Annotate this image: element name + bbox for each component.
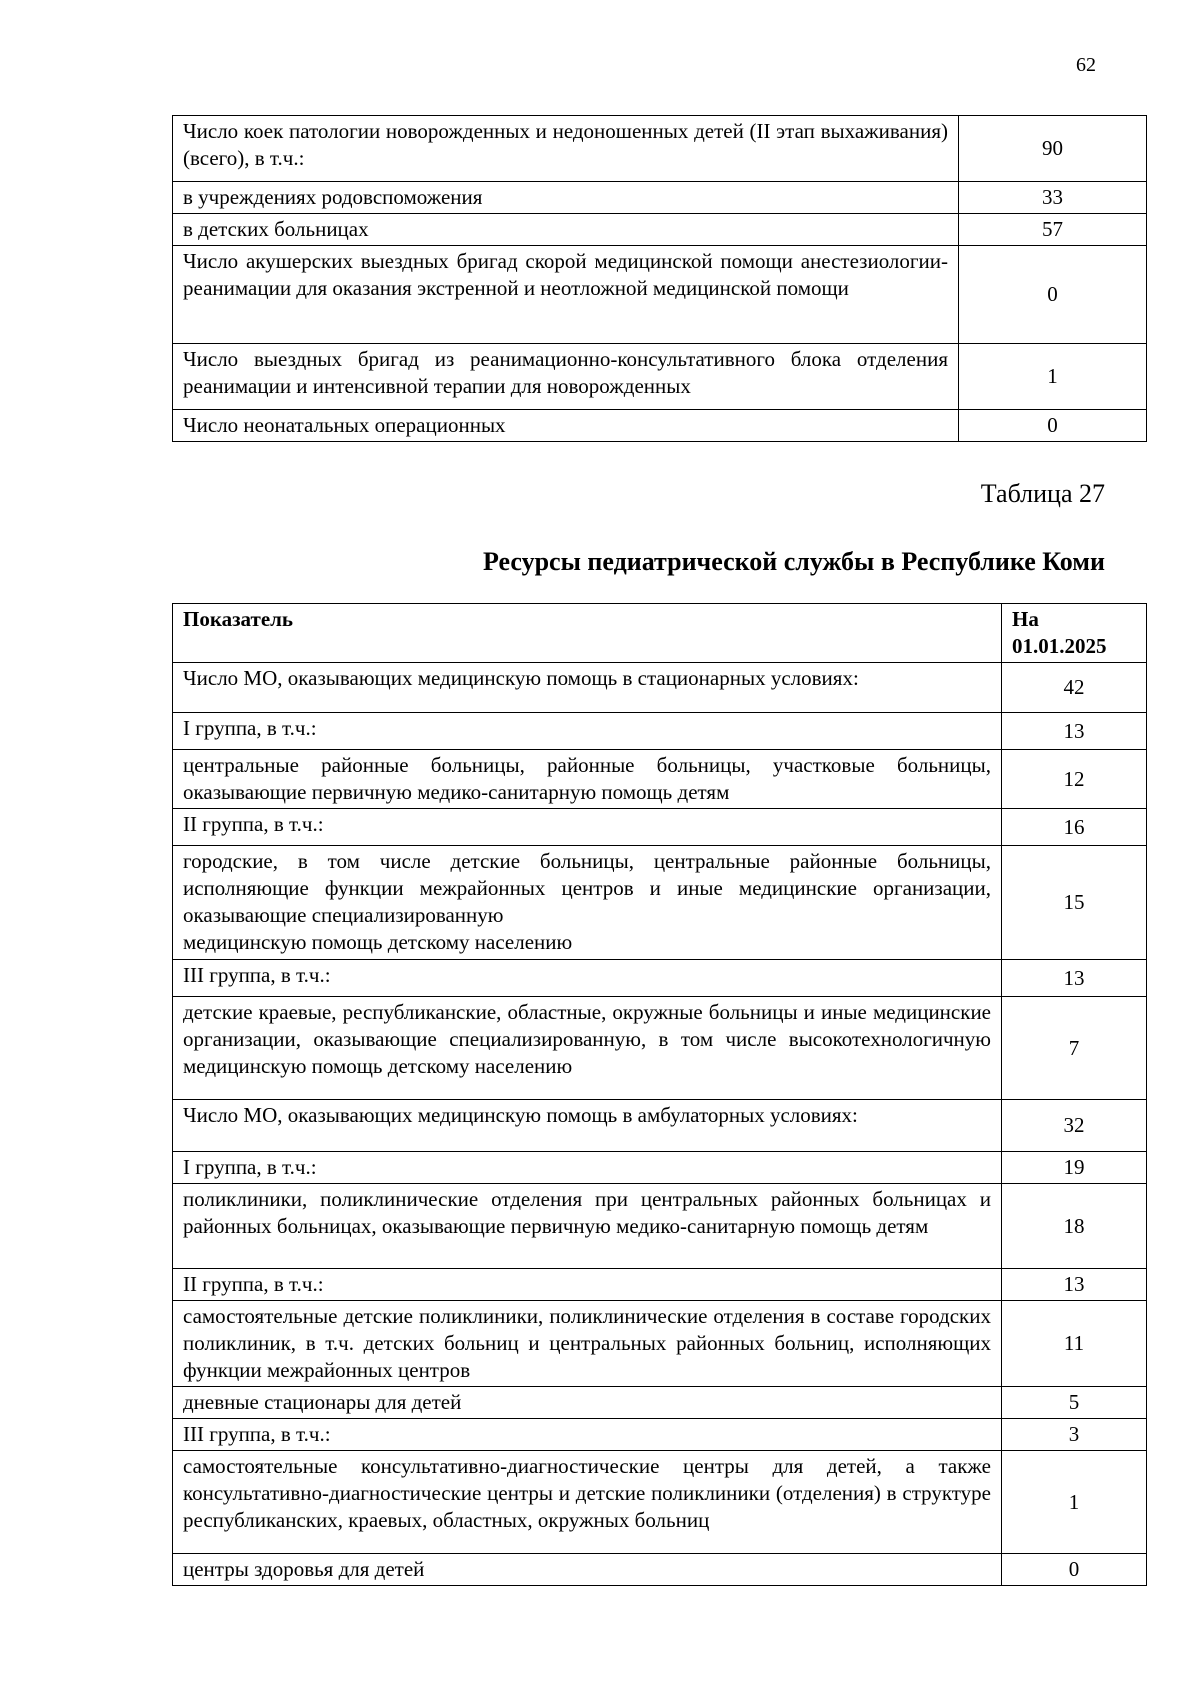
table-row xyxy=(173,246,1147,344)
table-row xyxy=(173,750,1147,809)
row-label-line: медицинскую помощь детскому населению xyxy=(183,930,573,954)
row-value: 0 xyxy=(959,246,1147,344)
top-table xyxy=(172,115,1147,442)
row-label: II группа, в т.ч.: xyxy=(173,1269,1002,1301)
table-row xyxy=(173,1269,1147,1301)
table-row xyxy=(173,846,1147,960)
row-value: 0 xyxy=(1002,1554,1147,1586)
table-row xyxy=(173,116,1147,182)
row-label: III группа, в т.ч.: xyxy=(173,1419,1002,1451)
row-value: 13 xyxy=(1002,1269,1147,1301)
row-label: Число выездных бригад из реанимационно-консультативного блока отделения реанимации и интенсивной терапии для новорожденных xyxy=(173,344,959,410)
row-value: 12 xyxy=(1002,750,1147,809)
row-label: самостоятельные консультативно-диагностические центры для детей, а также консультативно-диагностические центры и детские поликлиники (отделения) в структуре республиканских, краевых, областных, окружных больниц xyxy=(173,1451,1002,1554)
row-value: 0 xyxy=(959,410,1147,442)
row-value: 42 xyxy=(1002,663,1147,713)
row-value: 16 xyxy=(1002,809,1147,846)
row-value: 32 xyxy=(1002,1100,1147,1152)
row-value: 15 xyxy=(1002,846,1147,960)
row-label: в детских больницах xyxy=(173,214,959,246)
table-row xyxy=(173,410,1147,442)
row-label: I группа, в т.ч.: xyxy=(173,713,1002,750)
table-row xyxy=(173,182,1147,214)
row-label: III группа, в т.ч.: xyxy=(173,960,1002,997)
row-value: 7 xyxy=(1002,997,1147,1100)
header-indicator: Показатель xyxy=(173,604,1002,663)
table-row xyxy=(173,960,1147,997)
row-label: поликлиники, поликлинические отделения при центральных районных больницах и районных больницах, оказывающие первичную медико-санитарную помощь детям xyxy=(173,1184,1002,1269)
table-row xyxy=(173,1100,1147,1152)
row-value: 3 xyxy=(1002,1419,1147,1451)
row-label: в учреждениях родовспоможения xyxy=(173,182,959,214)
row-label: самостоятельные детские поликлиники, поликлинические отделения в составе городских поликлиник, в т.ч. детских больниц и центральных районных больниц, исполняющих функции межрайонных центров xyxy=(173,1301,1002,1387)
page-number: 62 xyxy=(1076,54,1096,76)
table-row xyxy=(173,713,1147,750)
table-title: Ресурсы педиатрической службы в Республике Коми xyxy=(483,547,1105,576)
table-number: Таблица 27 xyxy=(980,479,1105,508)
row-label: II группа, в т.ч.: xyxy=(173,809,1002,846)
table-row xyxy=(173,344,1147,410)
row-value: 1 xyxy=(959,344,1147,410)
row-label: I группа, в т.ч.: xyxy=(173,1152,1002,1184)
row-label: Число неонатальных операционных xyxy=(173,410,959,442)
row-label: Число акушерских выездных бригад скорой медицинской помощи анестезиологии-реанимации для оказания экстренной и неотложной медицинской помощи xyxy=(173,246,959,344)
table-row xyxy=(173,1419,1147,1451)
table-row xyxy=(173,1152,1147,1184)
row-value: 57 xyxy=(959,214,1147,246)
row-value: 1 xyxy=(1002,1451,1147,1554)
header-date-line1: На xyxy=(1012,607,1039,631)
table-row xyxy=(173,809,1147,846)
row-value: 13 xyxy=(1002,713,1147,750)
row-label: дневные стационары для детей xyxy=(173,1387,1002,1419)
row-value: 18 xyxy=(1002,1184,1147,1269)
row-label-line: городские, в том числе детские больницы, центральные районные больницы, исполняющие функции межрайонных центров и иные медицинские организации, оказывающие специализированную xyxy=(183,849,991,927)
row-label: детские краевые, республиканские, областные, окружные больницы и иные медицинские организации, оказывающие специализированную, в том числе высокотехнологичную медицинскую помощь детскому населению xyxy=(173,997,1002,1100)
row-label: центры здоровья для детей xyxy=(173,1554,1002,1586)
row-value: 11 xyxy=(1002,1301,1147,1387)
table-row xyxy=(173,997,1147,1100)
row-label xyxy=(173,846,1002,960)
row-value: 33 xyxy=(959,182,1147,214)
main-table xyxy=(172,603,1147,1586)
row-value: 5 xyxy=(1002,1387,1147,1419)
table-row xyxy=(173,1451,1147,1554)
table-row xyxy=(173,1554,1147,1586)
table-row xyxy=(173,663,1147,713)
header-date xyxy=(1002,604,1147,663)
table-row xyxy=(173,1184,1147,1269)
table-header-row xyxy=(173,604,1147,663)
row-value: 13 xyxy=(1002,960,1147,997)
row-label: центральные районные больницы, районные больницы, участковые больницы, оказывающие первичную медико-санитарную помощь детям xyxy=(173,750,1002,809)
table-row xyxy=(173,1387,1147,1419)
row-label: Число МО, оказывающих медицинскую помощь в стационарных условиях: xyxy=(173,663,1002,713)
row-label: Число МО, оказывающих медицинскую помощь в амбулаторных условиях: xyxy=(173,1100,1002,1152)
row-value: 90 xyxy=(959,116,1147,182)
table-row xyxy=(173,214,1147,246)
table-row xyxy=(173,1301,1147,1387)
header-date-line2: 01.01.2025 xyxy=(1012,634,1107,658)
row-label: Число коек патологии новорожденных и недоношенных детей (II этап выхаживания) (всего), в т.ч.: xyxy=(173,116,959,182)
row-value: 19 xyxy=(1002,1152,1147,1184)
